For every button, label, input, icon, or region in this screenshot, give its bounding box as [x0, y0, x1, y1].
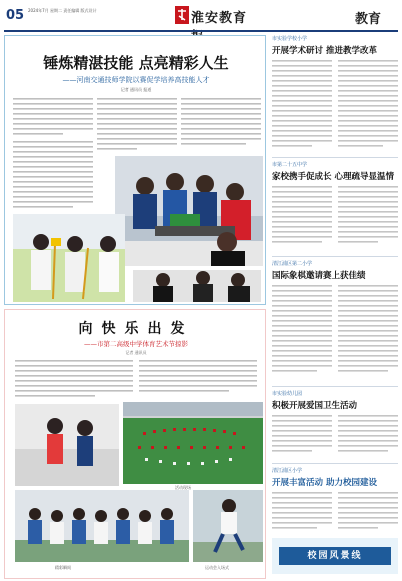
masthead: [175, 5, 247, 27]
news-headline: 家校携手促成长 心理疏导显温情: [272, 172, 394, 182]
photo-surveying-practice: [13, 214, 125, 302]
photo-caption: 精彩瞬间: [55, 565, 71, 570]
divider: [272, 386, 398, 387]
photo-caption: 活动现场: [175, 485, 191, 490]
news-tag: 清江浦区小学: [272, 468, 303, 474]
photo-students-group: [15, 490, 189, 562]
news-headline: 国际象棋邀请赛上获佳绩: [272, 271, 366, 281]
news-headline: 开展学术研讨 推进教学改革: [272, 46, 377, 56]
article-body-col3: [181, 96, 261, 156]
article-title: 锤炼精湛技能 点亮精彩人生: [43, 54, 229, 72]
article-body-col1: [15, 358, 133, 400]
article-subtitle: ——市第二高级中学体育艺术节掠影: [84, 340, 188, 348]
news-body: [272, 283, 398, 383]
news-tag: 市第二十五中学: [272, 162, 308, 168]
page-number: 05: [6, 8, 25, 23]
news-tag: 市实验学校小学: [272, 36, 308, 42]
news-body: [272, 58, 398, 153]
header-divider: [4, 30, 398, 32]
news-body: [272, 490, 398, 534]
photo-students-training: [133, 270, 261, 302]
photo-athlete-running: [193, 490, 263, 562]
article-title: 向快乐出发: [78, 321, 194, 337]
news-headline: 积极开展爱国卫生活动: [272, 401, 358, 411]
section-title: 教育: [355, 12, 382, 27]
photo-performance: [15, 404, 119, 486]
article-byline: 记者 通讯员: [125, 350, 147, 355]
news-tag: 清江浦区第二小学: [272, 261, 313, 267]
article-byline: 记者 通讯员 报道: [120, 87, 152, 92]
header-meta: 2024年7月 星期二 责任编辑 版式设计: [28, 8, 97, 13]
news-tag: 市实验幼儿园: [272, 391, 303, 397]
article-body-col2: [97, 96, 177, 156]
article-body-col1: [13, 96, 93, 210]
divider: [272, 256, 398, 257]
article-skills-competition: [4, 35, 266, 305]
news-headline: 开展丰富活动 助力校园建设: [272, 478, 377, 488]
feature-label: 校园风景线: [279, 547, 391, 565]
article-sports-festival: [4, 309, 266, 579]
masthead-logo-icon: [175, 6, 189, 24]
divider: [272, 157, 398, 158]
article-subtitle: ——河南交通技师学院以赛促学培养高技能人才: [62, 76, 210, 84]
masthead-title: 淮安教育: [191, 11, 248, 26]
photo-students-lab: [115, 156, 263, 266]
divider: [272, 463, 398, 464]
photo-field-formation: [123, 402, 263, 484]
article-body-col2: [139, 358, 257, 400]
news-body: [272, 413, 398, 463]
news-body: [272, 184, 398, 254]
photo-caption: 运动会入场式: [205, 565, 229, 570]
